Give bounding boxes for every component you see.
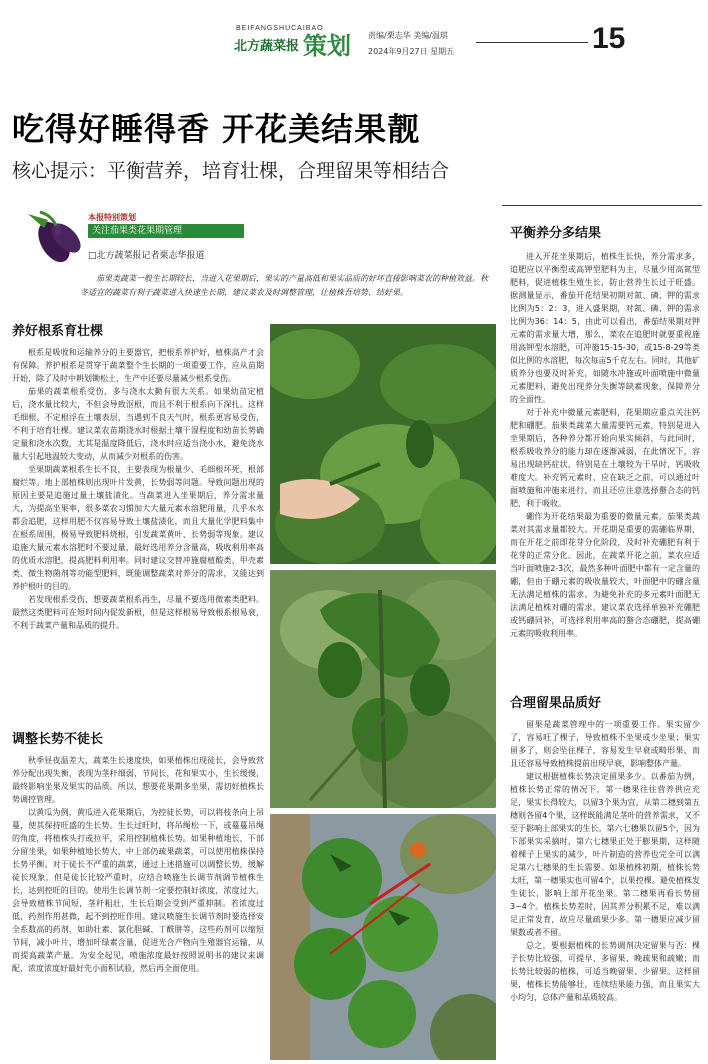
subheadline: 核心提示：平衡营养，培育壮棵，合理留果等相结合 — [12, 160, 450, 182]
paragraph: 总之，要根据植株的长势调剂决定留果与否：棵子长势比较强，可提早、多留果、晚疏果和疏嫩；而长势比较弱的植株，可适当晚留果、少留果。这样留果，植株长势能够壮，连续结果能力强，而且果实大小均匀，总体产量和品质较高。 — [510, 941, 700, 1002]
paragraph: 进入开花坐果期后，植株生长快，养分需求多，追肥应以平衡型或高钾型肥料为主，尽量少用高氮型肥料，促进植株生殖生长，防止营养生长过于旺盛。据测量显示，番茄开花结果初期对氮、磷、钾的需求比例为5：2：3，进入盛果期，对氮、磷、钾的需求比例为36：14：5，由此可以看出，番茄结果期对钾元素的需求量大增，那么，菜农在追肥时就要重视施用高钾型水溶肥，可冲施15-15-30，或15-8-29等类似比例的水溶肥，每次每亩5千克左右。同时，其他矿质养分也要及时补充，如随水冲施或叶面喷施中微量元素肥料，避免出现养分失衡等缺素现象，保障养分的全面性。 — [510, 252, 700, 404]
header-rule — [476, 42, 588, 43]
section-body — [12, 346, 264, 712]
kicker: 本报特别策划 — [88, 213, 136, 222]
section-body — [510, 250, 700, 680]
tomato-photo — [270, 814, 496, 1060]
paragraph: 以黄瓜为例，黄瓜进入花果期后，为控徒长势，可以将枝条向上吊蔓，使其保持旺盛的生长势。生长过旺时，将吊绳松一下，或蔓蔓吊绳的角度，将植株头打或拉平，采用控制植株长势。如果种植地长，下部分留坐果，如果种植地长势大，中上部仍疏果蔬菜，可以使用植株保持长势平衡。对于徒长不严重的蔬菜，通过上述措施可以调整长势，缓解徒长现象，但是徒长比较严重时，应结合喷施生长调节剂调节植株生长，达到控旺的目的。使用生长调节剂一定要控制好浓度，浓度过大，会导致植株节间短，茎秆粗壮，生长后期会受到严重抑制。若浓度过低，药剂作用甚微，起不到控旺作用。建议喷施生长调节剂时要选择安全系数高的药剂，如助壮素、氯化胆碱、丁酰肼等，这些药剂可以缩短节间，减小叶片，增加叶绿素含量，促进光合产物向生殖器官运输，从而提高蔬菜产量。为安全起见，喷施浓度最好按照说明书的建议来调配，浓度浓度好最好先小面积试验，然后再全面使用。 — [12, 808, 264, 973]
headline: 吃得好睡得香 开花美结果靓 — [12, 110, 421, 148]
paragraph: 若发现根系受伤，想要蔬菜根系再生，尽量不要选用微素类肥料。最然这类肥料可在短时间内促发新根，但是这样根易导致根系根易衰，不利于蔬菜产量和品质的提升。 — [12, 595, 264, 630]
page-number: 15 — [592, 22, 626, 55]
section-body — [12, 754, 264, 1058]
section-title: 调整长势不徒长 — [12, 732, 104, 747]
section-title: 养好根系育壮棵 — [12, 324, 104, 339]
green-pepper-photo — [270, 570, 496, 808]
section-title: 合理留果品质好 — [510, 696, 602, 711]
topic-tag: 关注茄果类花果期管理 — [88, 224, 244, 238]
section-name: 策划 — [303, 32, 351, 60]
column-divider — [502, 205, 702, 206]
paragraph: 坐果期蔬菜根系生长不良，主要表现为根量少、毛细根坏死，根部腐烂等。地上部植株则出现叶片发黄，长势弱等问题。导致问题出现的原因主要是追施过量土壤盐渍化。当蔬菜进入坐果期后，养分需求量大，为提高坐果率，很多菜农习惯加大大量元素水溶肥用量，几乎水水都会追肥，这样用肥不仅容易导致土壤盐渍化，而且大量化学肥料集中在根系周围，极易导致肥料烧根，引发蔬菜黄叶、长势弱等现象。建议追施大量元素水溶肥时不要过量，最好选用养分含量高，吸收利用率高的优质水溶肥，提高肥料利用率。同时建议交替冲施腐植酸类、甲壳素类、微生物菌剂等功能型肥料，既能调整蔬菜对养分的需求，又能达到养护根叶的目的。 — [12, 465, 264, 591]
section-title: 平衡养分多结果 — [510, 226, 602, 241]
paragraph: 根系是吸收和运输养分的主要器官，把根系养护好，植株高产才会有保障。养护根系是贯穿于蔬菜整个生长期的一项重要工作，应从苗期开始，除了及时中耕划锄松土，生产中还要尽量减少根系受伤。 — [12, 348, 264, 383]
logo-english: BEIFANGSHUCAIBAO — [236, 25, 324, 32]
editor-credit: 责编/栗志华 美编/温琪 — [368, 31, 448, 40]
paragraph: 建议根据植株长势决定留果多少。以番茄为例，植株长势正常的情况下，第一穗果往往营养供应充足，果实长得较大，以留3个果为宜，从第二穗到第五穗则各留4个果，这样既能满足茎叶的营养需求，又不至于影响上部果实的生长。第六七穗果以留5个，因为下部果实采摘时，第六七穗果正处于膨果期，这样随着棵子上果实的减少，叶片制造的营养也完全可以满足第六七穗果的生长需要。如果植株初期，植株长势太旺，第一穗果实也可留4个，以果控棵。避免植株发生徒长，影响上部开花坐果。第二穗果再看长势留3~4个。植株长势差时，因其养分积累不足，难以满足正常发育，故应尽量疏果少多。第一穗果应减少留果数或者不留。 — [510, 772, 700, 937]
eggplant-illustration — [18, 200, 82, 266]
issue-date: 2024年9月27日 星期五 — [368, 47, 455, 56]
logo-chinese: 北方蔬菜报 — [234, 39, 300, 54]
paragraph: 硼作为开花结果最为重要的微量元素，茄果类蔬菜对其需求量都较大。开花期是重要的需硼临界期，而在开花之前即花芽分化阶段，及时补充硼肥有利于花芽的正常分化。因此，在蔬菜开花之前，菜农应适当叶面喷施2-3次，最然多种叶面肥中都有一定含量的硼，但由于硼元素的吸收量较大，叶面肥中的硼含量无法满足植株的需求。为避免补充的多元素叶面肥无法满足植株对硼的需求，建议菜农选择单独补充硼肥或钙硼同补，可选择利用率高的螯合态硼肥，提高硼元素的吸收利用率。 — [510, 512, 700, 638]
reporter-byline: □北方蔬菜报记者栗志华报道 — [88, 251, 205, 261]
masthead — [0, 0, 708, 78]
pepper-plant-photo — [270, 324, 496, 564]
paragraph: 秋季昼夜温差大，蔬菜生长速度快，如果植株出现徒长，会导致营养分配出现失衡，表现为茎秆细弱，节间长，花和果实小，生长缓慢，最终影响坐果及果实的品质。所以，想要花果期多坐果，需切好植株长势调控管理。 — [12, 756, 264, 804]
paragraph: 留果是蔬菜管理中的一项重要工作。果实留少了，容易旺了棵子，导致植株不坐果或少坐果；果实留多了，则会坠住棵子，容易发生早衰或畸形果，而且还容易导致植株提前出现早衰，影响整体产量。 — [510, 720, 700, 768]
paragraph: 茄果的蔬菜根系受伤，多与浇水太勤有很大关系。如果幼苗定植后，浇水量比较大，不但会导致沤根，而且不利于根系向下深扎。这样毛细根、不定根浮在土壤表层，当遇到不良天气时，根系更容易受伤，不利于培育壮棵。建议菜农苗期浇水时根据土壤干湿程度和幼苗长势确定量和浇水次数，尤其是温度降低后，浇水时应适当浇小水，避免浇水量大引起地温较大变动，从而减少对根系的伤害。 — [12, 387, 264, 461]
lead-paragraph: 茄果类蔬菜一般生长期较长，当进入花果期后，果实的产量高低和果实品质的好坏直接影响菜农的种植效益。秋冬适宜的蔬菜有利于蔬菜进入快速生长期，建议菜农及时调整管理，让植株吾培势、结好果。 — [80, 274, 488, 297]
section-body — [510, 718, 700, 1058]
paragraph: 对于补充中微量元素肥料，花果期应重点关注钙肥和硼肥。茄果类蔬菜大量需要钙元素，特别是进入坐果期后，各种养分都开始向果实倾斜，与此同时，根系吸收养分的能力却在逐渐减弱，在此情况下，容易出现缺钙症状，特别是在土壤较为干旱时，钙吸收难度大。补充钙元素时，应在缺乏之前，可以通过叶面喷施和冲施来进行，而且还应注意选择螯合态的钙肥，利于吸收。 — [510, 408, 700, 508]
